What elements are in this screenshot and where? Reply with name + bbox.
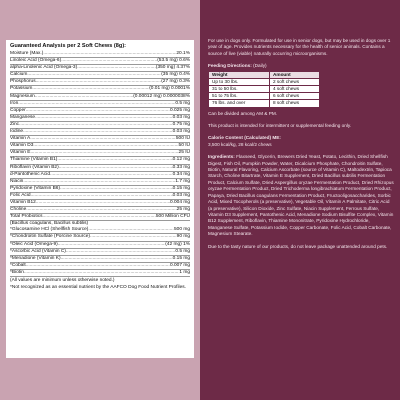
nutrient-label: *Chondroitin Sulfate (Porcine Source) — [10, 234, 90, 240]
table-row — [10, 256, 190, 263]
feeding-amount-cell: 6 soft chews — [270, 93, 320, 100]
nutrient-value: 25 mg — [176, 207, 190, 213]
nutrient-value: (350 mg) 4.37% — [155, 65, 190, 71]
dot-leader — [61, 58, 157, 64]
feeding-table-header — [209, 71, 320, 78]
table-row — [10, 143, 190, 150]
table-row — [10, 172, 190, 179]
feeding-header-amount: Amount — [270, 71, 320, 78]
dot-leader — [90, 234, 177, 240]
table-row — [10, 179, 190, 186]
nutrient-value: 0.007 mg — [169, 262, 190, 268]
nutrient-value: 0.12 mg — [172, 157, 190, 163]
dot-leader — [59, 165, 173, 171]
nutrient-label: Potassium — [10, 86, 33, 92]
dot-leader — [35, 94, 133, 100]
table-row — [10, 86, 190, 93]
nutrient-value: 500 Million CFU — [155, 214, 190, 220]
table-row — [10, 122, 190, 129]
ingredients — [208, 154, 394, 237]
table-row — [10, 101, 190, 108]
nutrient-label: *Menadione (Vitamin K) — [10, 255, 61, 261]
nutrient-value: (42 mg) 1% — [165, 241, 190, 247]
table-row — [10, 165, 190, 172]
dot-leader — [57, 157, 172, 163]
table-row — [10, 108, 190, 115]
dot-leader — [26, 263, 170, 269]
nutrient-label: *Ascorbic Acid (Vitamin C) — [10, 248, 66, 254]
nutrient-label: Vitamin B12 — [10, 199, 36, 205]
table-row — [10, 129, 190, 136]
nutrient-label: Riboflavin (Vitamin B2) — [10, 164, 59, 170]
nutrient-value: 0.5 mg — [175, 248, 190, 254]
table-row — [10, 193, 190, 200]
directions-column — [208, 38, 394, 256]
nutrient-label: Linoleic Acid (Omega-6) — [10, 58, 62, 64]
dot-leader — [35, 115, 173, 121]
dot-leader — [61, 256, 173, 262]
dot-leader — [31, 193, 173, 199]
nutrient-value: 1.7 mg — [175, 178, 190, 184]
nutrient-value: 25 IU — [178, 150, 190, 156]
table-row — [209, 86, 320, 93]
table-row — [10, 157, 190, 164]
nutrient-value: 1 mg — [179, 269, 190, 275]
calorie-content — [208, 135, 394, 148]
feeding-directions — [208, 63, 394, 117]
nutrient-value: (35 mg) 0.4% — [161, 72, 190, 78]
dot-leader — [58, 242, 165, 248]
nutrient-value: (0.00012 mg) 0.0000038% — [133, 93, 190, 99]
nutrient-value: 20.1% — [176, 51, 190, 56]
nutrient-label: Folic Acid — [10, 192, 31, 198]
table-row — [10, 200, 190, 207]
dot-leader — [18, 101, 175, 107]
dot-leader — [33, 143, 178, 149]
dot-leader — [19, 122, 173, 128]
table-row — [10, 115, 190, 122]
nutrient-label: *Glucosamine HCl (Shellfish Source) — [10, 227, 89, 233]
feeding-weight-cell: 76 lbs. and over — [209, 100, 270, 107]
nutrient-value: (27 mg) 0.3% — [161, 79, 190, 85]
dot-leader — [30, 150, 178, 156]
dot-leader — [32, 86, 149, 92]
nutrient-value: 0.004 mg — [169, 199, 190, 205]
dot-leader — [88, 227, 174, 233]
dot-leader — [60, 186, 173, 192]
nutrient-value: 0.34 mg — [172, 171, 190, 177]
nutrient-value: (53.5 mg) 0.6% — [157, 58, 190, 64]
nutrient-value: 0.5 mg — [175, 100, 190, 106]
nutrient-label: Iodine — [10, 129, 24, 135]
nutrient-label: Pyridoxine (Vitamin B6) — [10, 185, 61, 191]
dot-leader — [26, 207, 176, 213]
dot-leader — [43, 214, 156, 220]
guaranteed-analysis-panel — [6, 40, 194, 358]
nutrient-label: Choline — [10, 207, 27, 213]
ingredients-title: Ingredients: — [208, 154, 235, 160]
nutrient-label: Total Probiotics — [10, 214, 43, 220]
feeding-amount-cell: 4 soft chews — [270, 86, 320, 93]
calorie-content-value: 3,500 kcal/kg, 28 kcal/2 chews — [208, 141, 272, 147]
feeding-directions-title: Feeding Directions: (Daily) — [208, 63, 267, 69]
nutrient-label: Vitamin E — [10, 150, 31, 156]
nutrient-label: d-Pantothenic Acid — [10, 171, 51, 177]
nutrient-value: 0.03 mg — [172, 192, 190, 198]
nutrient-label: (Bacillus coagulans, Bacillus subtilis) — [10, 221, 89, 227]
table-row — [10, 94, 190, 101]
dot-leader — [23, 179, 175, 185]
nutrient-value: 0.025 mg — [169, 107, 190, 113]
nutrient-value: 0.33 mg — [172, 164, 190, 170]
analysis-note-aafco: *Not recognized as an essential nutrient by the AAFCO Dog Food Nutrient Profiles. — [10, 285, 186, 290]
feeding-amount-cell: 8 soft chews — [270, 100, 320, 107]
intermittent-feeding-text: This product is intended for intermittent or supplemental feeding only. — [208, 123, 352, 129]
nutrient-label: *Oleic Acid (Omega-9) — [10, 241, 58, 247]
dot-leader — [26, 108, 170, 114]
dot-leader — [77, 65, 156, 71]
table-row — [209, 78, 320, 85]
feeding-weight-cell: 31 to 50 lbs. — [209, 86, 270, 93]
table-row — [10, 249, 190, 256]
nutrient-label: Iron — [10, 100, 19, 106]
nutrient-value: 0.03 mg — [172, 129, 190, 135]
dot-leader — [36, 200, 170, 206]
feeding-weight-cell: 51 to 75 lbs. — [209, 93, 270, 100]
ingredients-text: Flaxseed, Glycerin, Brewers Dried Yeast, Potato, Lecithin, Dried Shellfish Digest, Fish Oil, Pumpkin Powder, Water, Dicalcium Phosphate, Chondroitin Sulfate, Biotin, Natural Flavoring, Calcium Ascorbate (source of Vitamin C), Maltodextrin, Tapioca Starch, Choline Bitartrate, Vitamin E Supplement, Dried Bacillus subtilis Fermentation Product, Calcium Sulfate, Dried Aspergillus oryzae Fermentation Product, Dried Rhizopus oryzae Fermentation Product, Dried Trichoderma longibrachiatum Fermentation Product, Papaya, Dried Bacillus coagulans Fermentation Product, Fructooligosaccharides, Sorbic Acid, Mixed Tocopherols (a preservative), Vegetable Oil, Vitamin A Palmitate, Citric Acid (a preservative), Silicon Dioxide, Zinc Sulfate, Niacin Supplement, Ferrous Sulfate, Vitamin D3 Supplement, Pantothenic Acid, Menadione Sodium Bisulfite Complex, Vitamin B12 Supplement, Riboflavin, Thiamine Mononitrate, Pyridoxine Hydrochloride, Manganese Sulfate, Potassium Iodide, Copper Carbonate, Folic Acid, Cobalt Carbonate, Magnesium Stearate. — [208, 154, 394, 237]
analysis-note-minimum: (All values are minimum unless otherwise noted.) — [10, 278, 115, 283]
dot-leader — [23, 129, 173, 135]
table-row — [10, 263, 190, 270]
dot-leader — [50, 172, 173, 178]
dot-leader — [36, 79, 162, 85]
nutrient-value: (0.01 mg) 0.0001% — [149, 86, 190, 92]
table-row — [10, 234, 190, 241]
nutrient-label: Magnesium — [10, 93, 35, 99]
table-row — [209, 100, 320, 107]
nutrient-label: Thiamine (Vitamin B1) — [10, 157, 58, 163]
nutrient-label: Manganese — [10, 114, 36, 120]
nutrient-label: *Cobalt — [10, 262, 26, 268]
nutrient-value: 0.75 mg — [172, 121, 190, 127]
feeding-header-weight: Weight — [209, 71, 270, 78]
table-row — [10, 270, 190, 277]
nutrient-label: Vitamin A — [10, 136, 31, 142]
pet-safety-footer: Due to the tasty nature of our products, do not leave package unattended around pets. — [208, 243, 388, 249]
nutrient-value: 0.15 mg — [172, 185, 190, 191]
nutrient-value: 50 IU — [178, 143, 190, 149]
nutrient-value: 500 IU — [175, 136, 190, 142]
nutrient-value: 500 mg — [174, 227, 190, 233]
feeding-table — [208, 71, 320, 108]
feeding-amount-cell: 2 soft chews — [270, 78, 320, 85]
nutrient-value: 90 mg — [176, 234, 190, 240]
nutrient-value: 0.15 mg — [172, 255, 190, 261]
nutrient-label: Phosphorus — [10, 79, 36, 85]
dot-leader — [43, 51, 176, 57]
nutrient-label: *Biotin — [10, 269, 24, 275]
nutrient-label: Calcium — [10, 72, 28, 78]
dot-leader — [27, 72, 161, 78]
guaranteed-analysis-rows — [10, 51, 190, 277]
nutrient-label: Vitamin D3 — [10, 143, 34, 149]
table-row — [10, 136, 190, 143]
dot-leader — [30, 136, 176, 142]
dot-leader — [24, 270, 179, 276]
dot-leader — [66, 249, 175, 255]
table-row — [209, 93, 320, 100]
nutrient-label: Zinc — [10, 121, 20, 127]
calorie-content-title: Calorie Content (Calculated) ME: — [208, 135, 281, 141]
guaranteed-analysis-title: Guaranteed Analysis per 2 Soft Chews (8g): — [10, 43, 127, 49]
table-row — [10, 242, 190, 249]
nutrient-label: alpha-Linolenic Acid (Omega-3) — [10, 65, 78, 71]
nutrient-label: Moisture (Max.) — [10, 51, 44, 56]
feeding-weight-cell: Up to 30 lbs. — [209, 78, 270, 85]
divided-note: Can be divided among AM & PM. — [208, 110, 278, 116]
table-row — [10, 186, 190, 193]
intended-use-text: For use in dogs only. Formulated for use in senior dogs, but may be used in dogs over 1 year of age. Provides nutrients necessary for the health of senior animals. Contains a source of live (viable) naturally occurring microorganisms. — [208, 38, 391, 56]
nutrient-label: Niacin — [10, 178, 24, 184]
nutrient-label: Copper — [10, 107, 26, 113]
nutrient-value: 0.03 mg — [172, 114, 190, 120]
